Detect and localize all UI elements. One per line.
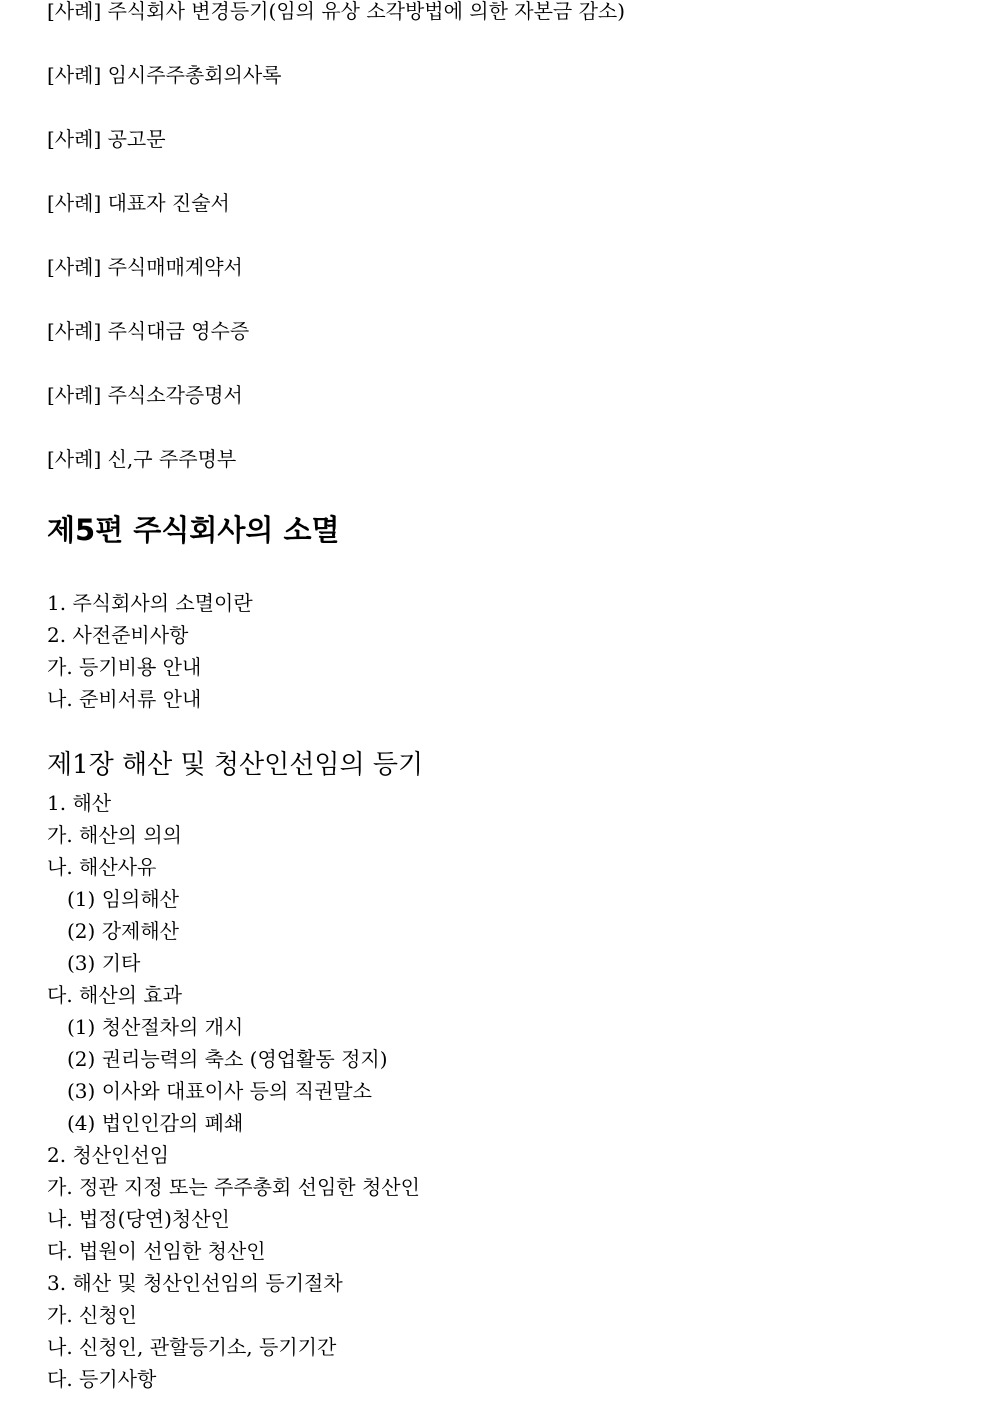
list-subitem: (2) 권리능력의 축소 (영업활동 정지) <box>67 1047 388 1071</box>
list-item: 다. 등기사항 <box>47 1367 157 1391</box>
part-title: 제5편 주식회사의 소멸 <box>47 513 340 547</box>
chapter-outline <box>47 787 420 1395</box>
list-subitem: (3) 이사와 대표이사 등의 직권말소 <box>67 1079 372 1103</box>
list-item: 나. 신청인, 관할등기소, 등기기간 <box>47 1335 337 1359</box>
list-item: 1. 해산 <box>47 791 112 815</box>
list-subitem: (1) 청산절차의 개시 <box>67 1015 244 1039</box>
example-item: [사례] 공고문 <box>47 127 166 151</box>
example-item: [사례] 신,구 주주명부 <box>47 447 237 471</box>
list-item: 나. 법정(당연)청산인 <box>47 1207 230 1231</box>
list-item: 가. 정관 지정 또는 주주총회 선임한 청산인 <box>47 1175 420 1199</box>
list-item: 가. 해산의 의의 <box>47 823 182 847</box>
list-item: 가. 등기비용 안내 <box>47 655 202 679</box>
list-item: 가. 신청인 <box>47 1303 137 1327</box>
list-subitem: (1) 임의해산 <box>67 887 179 911</box>
list-subitem: (3) 기타 <box>67 951 141 975</box>
list-subitem: (4) 법인인감의 폐쇄 <box>67 1111 244 1135</box>
example-item: [사례] 임시주주총회의사록 <box>47 63 282 87</box>
list-item: 다. 법원이 선임한 청산인 <box>47 1239 266 1263</box>
example-list <box>47 0 947 508</box>
example-item: [사례] 주식회사 변경등기(임의 유상 소각방법에 의한 자본금 감소) <box>47 0 626 23</box>
example-item: [사례] 주식소각증명서 <box>47 383 243 407</box>
list-item: 나. 해산사유 <box>47 855 157 879</box>
example-item: [사례] 주식매매계약서 <box>47 255 243 279</box>
list-item: 나. 준비서류 안내 <box>47 687 202 711</box>
list-subitem: (2) 강제해산 <box>67 919 179 943</box>
list-item: 3. 해산 및 청산인선임의 등기절차 <box>47 1271 343 1295</box>
list-item: 2. 사전준비사항 <box>47 623 189 647</box>
example-item: [사례] 주식대금 영수증 <box>47 319 250 343</box>
list-item: 1. 주식회사의 소멸이란 <box>47 591 253 615</box>
example-item: [사례] 대표자 진술서 <box>47 191 230 215</box>
list-item: 다. 해산의 효과 <box>47 983 182 1007</box>
chapter-title: 제1장 해산 및 청산인선임의 등기 <box>47 750 424 780</box>
list-item: 2. 청산인선임 <box>47 1143 170 1167</box>
intro-list <box>47 587 253 715</box>
